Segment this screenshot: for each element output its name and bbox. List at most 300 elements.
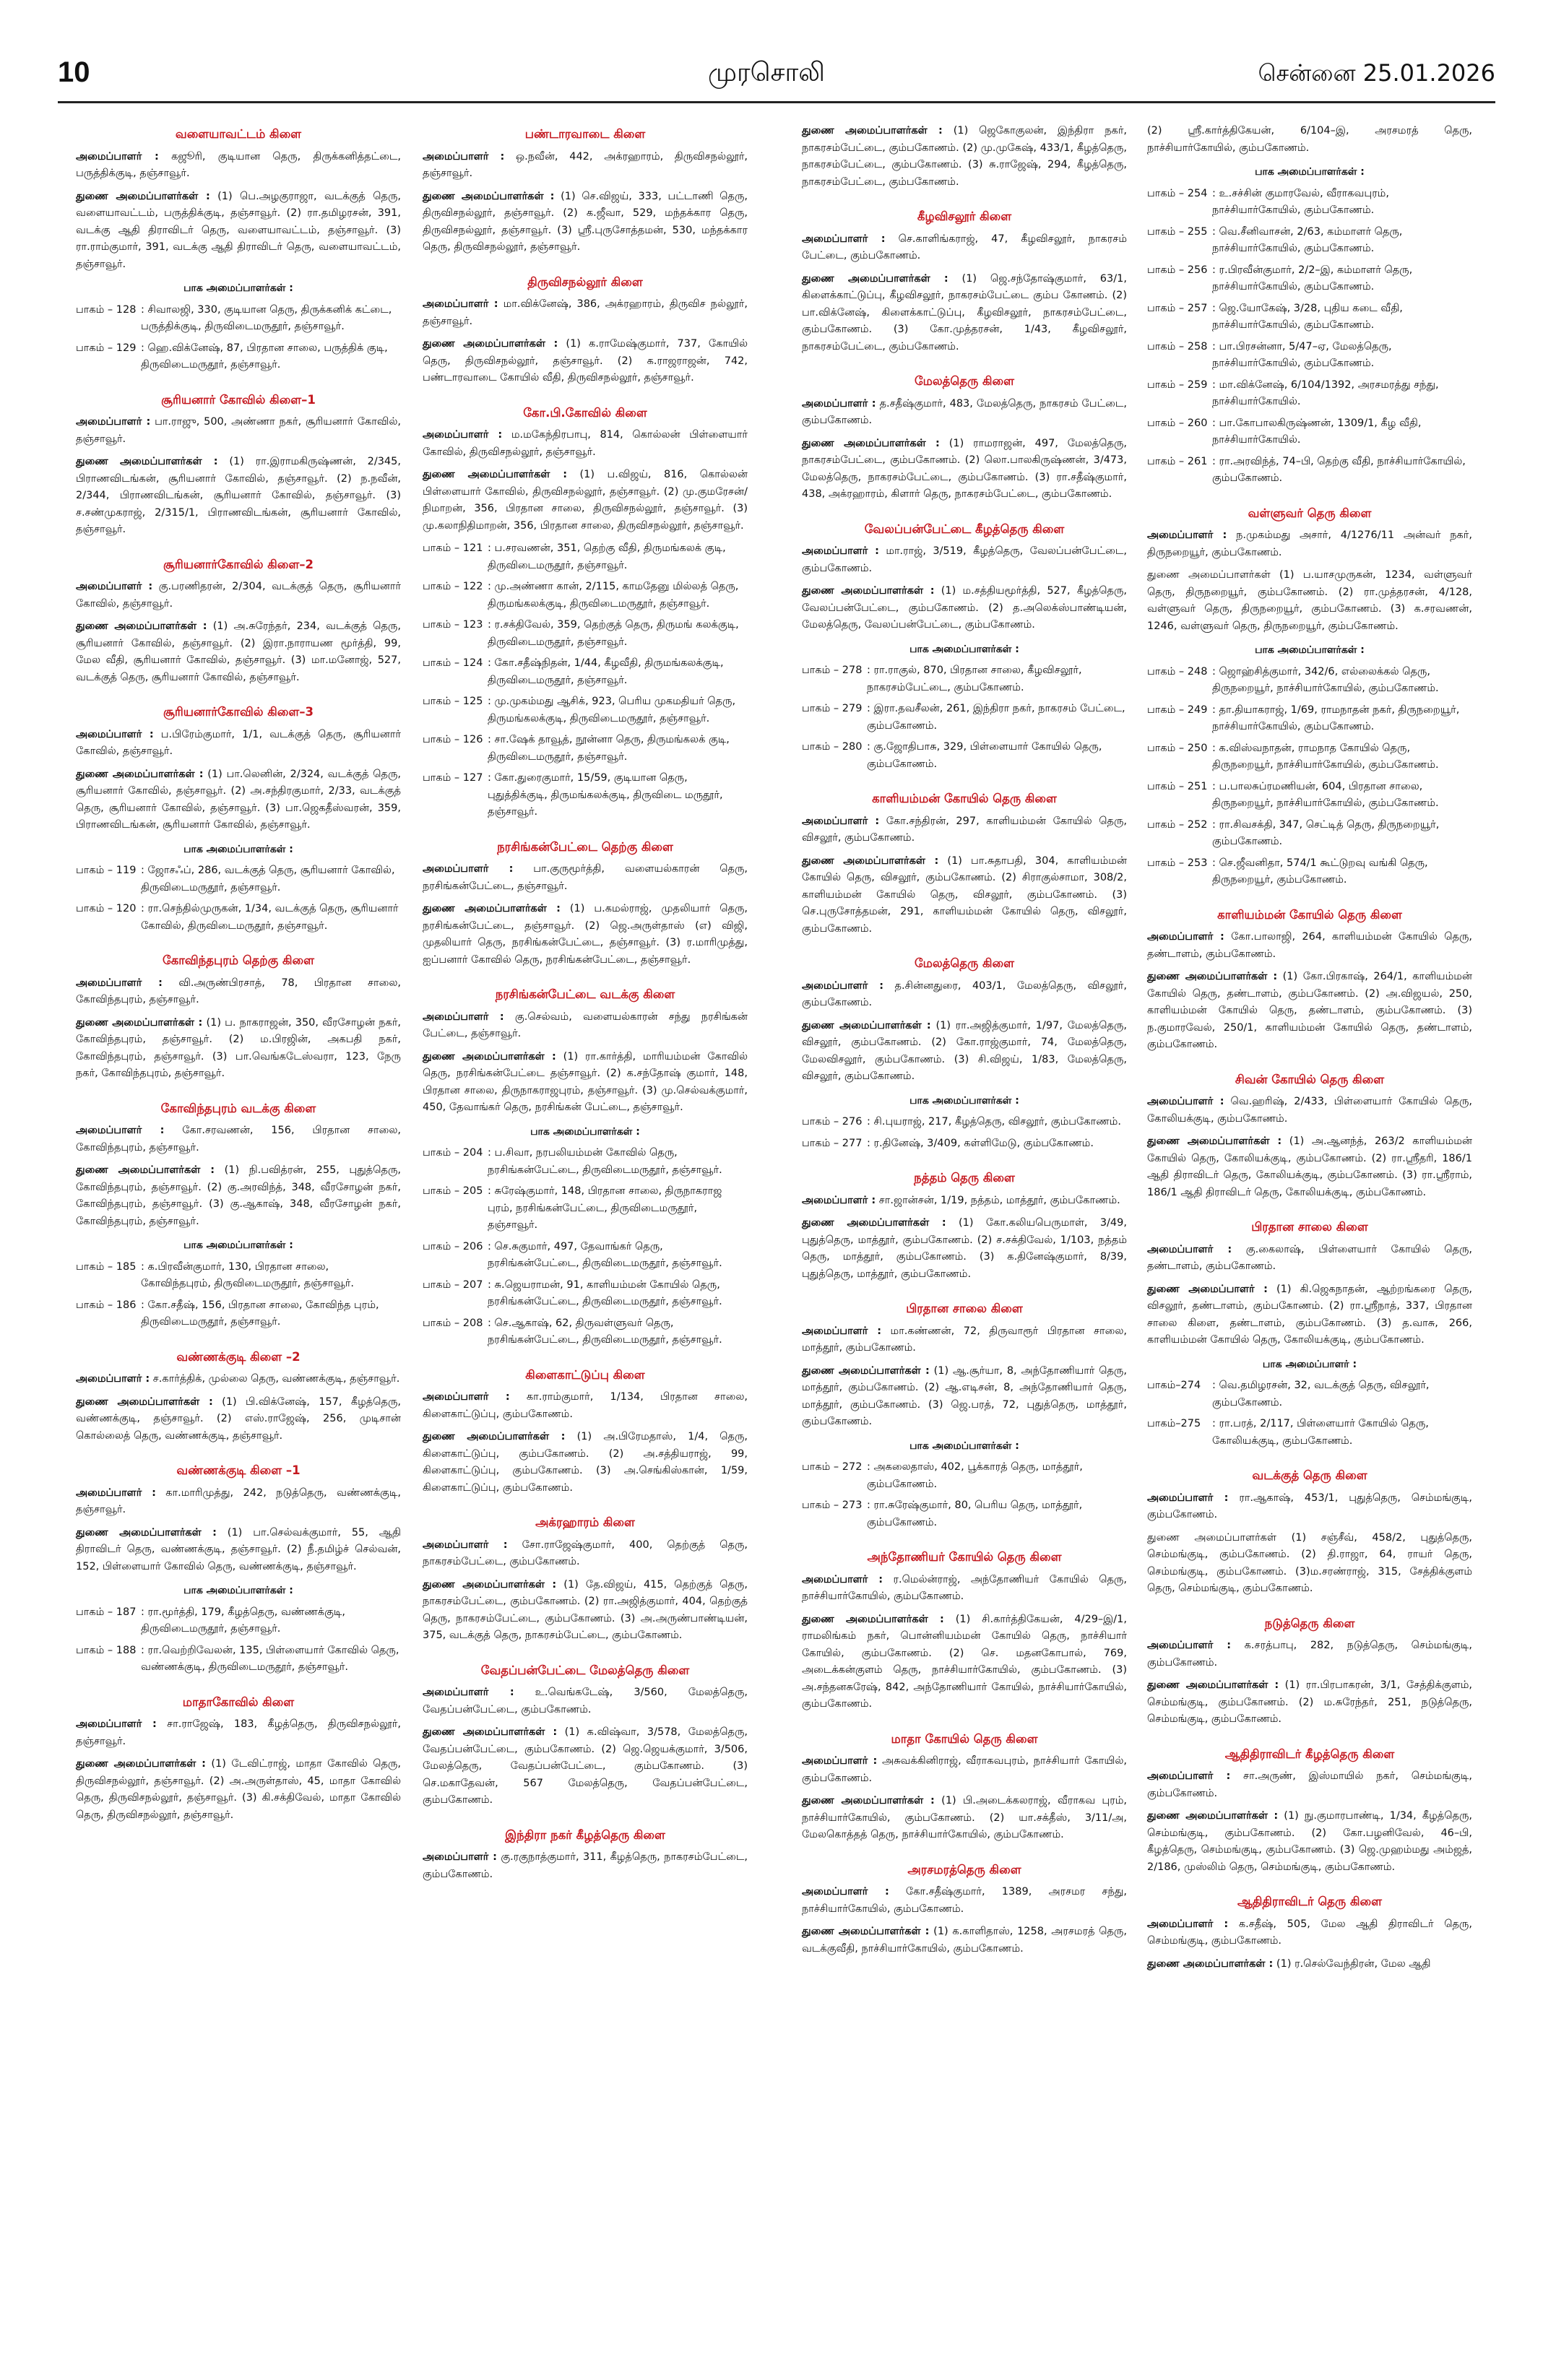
branch-section [423,404,748,821]
booth-row [76,862,401,896]
names-addresses: க.சதீஷ், 505, மேல ஆதி திராவிடர் தெரு, செம்மங்குடி, கும்பகோணம். [1147,1918,1472,1947]
booth-subheading: பாக அமைப்பாளர்கள் : [909,1094,1019,1107]
names-addresses: துணை அமைப்பாளர்கள் (1) சஞ்சீவ், 458/2, புதுத்தெரு, செம்மங்குடி, கும்பகோணம். (2) தி.ராஜா, 64, ராயர் தெரு, செம்மங்குடி, கும்பகோணம். (3)ம.சரண்ராஜ், 315, சேத்திக்குளம் தெரு, செம்மங்குடி, கும்பகோணம். [1147,1531,1472,1594]
names-addresses: (1) ம.சத்தியமூர்த்தி, 527, கீழத்தெரு, வேலப்பன்பேட்டை, கும்பகோணம். (2) த.அலெக்ஸ்பாண்டியன், மேலத்தெரு, வேலப்பன்பேட்டை, கும்பகோணம். [802,585,1127,631]
column-4 [1147,123,1472,1990]
branch-title: மேலத்தெரு கிளை [914,374,1015,388]
booth-row [423,732,748,766]
branch-title: நடுத்தெரு கிளை [1264,1616,1355,1630]
names-addresses: (1) க.விஷ்வா, 3/578, மேலத்தெரு, வேதப்பன்பேட்டை, கும்பகோணம். (2) ஜெ.ஜெயக்குமார், 3/506, மேலத்தெரு, வேதப்பன்பேட்டை, கும்பகோணம். (3) செ.மகாதேவன், 567 மேலத்தெரு, வேதப்பன்பேட்டை, கும்பகோணம். [423,1726,748,1806]
booth-row [802,1497,1127,1531]
booth-organizer: : கு.ஜோதிபாசு, 329, பிள்ளையார் கோயில் தெரு, கும்பகோணம். [867,741,1102,770]
booth-row [1147,855,1472,889]
names-addresses: (1) தே.விஜய், 415, தெற்குத் தெரு, நாகரசம்பேட்டை, கும்பகோணம். (2) ரா.அஜித்குமார், 404, தெற்குத் தெரு, நாகரசம்பேட்டை, கும்பகோணம். (3) அ.அருண்பாண்டியன், 375, வடக்குத் தெரு, நாகரசம்பேட்டை, கும்பகோணம். [423,1578,748,1641]
office-bearer-entry [802,583,1127,634]
booth-row [802,662,1127,696]
office-bearer-entry [802,1572,1127,1606]
booth-number: பாகம்–275 [1147,1418,1201,1429]
names-addresses: கு.கைலாஷ், பிள்ளையார் கோயில் தெரு, தண்டாளம், கும்பகோணம். [1147,1243,1472,1272]
branch-title: பிரதான சாலை கிளை [1251,1220,1368,1234]
role-label: துணை அமைப்பாளர்கள் : [1147,1810,1279,1822]
office-bearer-entry [802,1018,1127,1086]
office-bearer-entry [76,414,401,448]
office-bearer-entry [76,149,401,183]
role-label: அமைப்பாளர் : [423,1687,514,1698]
office-bearer-entry [423,1049,748,1117]
names-addresses: பா.குருமூர்த்தி, வளையல்காரன் தெரு, நரசிங்கன்பேட்டை, தஞ்சாவூர். [423,863,748,892]
booth-number: பாகம் – 253 [1147,857,1208,869]
names-addresses: கோ.சதீஷ்குமார், 1389, அரசமர சந்து, நாச்சியார்கோயில், கும்பகோணம். [802,1886,1127,1915]
office-bearer-entry [1147,123,1472,157]
branch-section [802,1300,1127,1531]
branch-section [76,1100,401,1331]
office-bearer-entry [802,1363,1127,1431]
names-addresses: உ.வெங்கடேஷ், 3/560, மேலத்தெரு, வேதப்பன்பேட்டை, கும்பகோணம். [423,1687,748,1715]
office-bearer-entry [802,978,1127,1012]
column-3 [802,123,1127,1975]
branch-title: கிளைகாட்டுப்பு கிளை [525,1367,645,1382]
branch-title: ஆதிதிராவிடர் தெரு கிளை [1237,1895,1382,1908]
branch-title: கோ.பி.கோவில் கிளை [523,405,647,420]
office-bearer-entry [1147,1094,1472,1128]
branch-section [76,391,401,539]
names-addresses: சா.ஜான்சன், 1/19, நத்தம், மாத்தூர், கும்பகோணம். [876,1194,1120,1206]
booth-organizer: : ஜோசஃப், 286, வடக்குத் தெரு, சூரியனார் கோவில், திருவிடைமருதூர், தஞ்சாவூர். [141,865,395,893]
names-addresses: (1) செ.விஜய், 333, பட்டாணி தெரு, திருவிசநல்லூர், தஞ்சாவூர். (2) க.ஜீவா, 529, மந்தக்கார தெரு, திருவிசநல்லூர், தஞ்சாவூர். (3) ஸ்ரீ.புருசோத்தமன், 530, மந்தக்கார தெரு, திருவிசநல்லூர், தஞ்சாவூர். [423,190,748,253]
role-label: துணை அமைப்பாளர்கள் : [76,1758,206,1770]
booth-number: பாகம் – 186 [76,1299,137,1311]
booth-row [423,579,748,613]
branch-section [76,704,401,935]
names-addresses: (1) நு.குமாரபாண்டி, 1/34, கீழத்தெரு, செம்மங்குடி, கும்பகோணம். (2) கோ.பழனிவேல், 46–பி, கீழத்தெரு, செம்மங்குடி, கும்பகோணம். (3) ஜெ.முஹம்மது அம்ஜத், 2/186, முஸ்லிம் தெரு, செம்மங்குடி, கும்பகோணம். [1147,1810,1472,1873]
names-addresses: (1) சி.கார்த்திகேயன், 4/29–இ/1, ராமலிங்கம் நகர், பொன்னியம்மன் கோயில் தெரு, நாச்சியார் கோயில், கும்பகோணம். (2) செ. மதனகோபால், 769, அடைக்கன்குளம் தெரு, நாச்சியார்கோயில், கும்பகோணம். (3) அ.சந்தனசுரேஷ், 842, அந்தோணியார் கோயில், நாச்சியார்கோயில், கும்பகோணம். [802,1613,1128,1710]
role-label: அமைப்பாளர் : [1147,931,1224,943]
column-1 [76,123,401,1841]
booth-number: பாகம் – 273 [802,1500,863,1511]
office-bearer-entry [1147,1956,1472,1973]
names-addresses: (2) ஸ்ரீ.கார்த்திகேயன், 6/104–இ, அரசமரத் தெரு, நாச்சியார்கோயில், கும்பகோணம். [1147,125,1472,154]
office-bearer-entry [1147,1808,1472,1876]
branch-title: மாதா கோயில் தெரு கிளை [891,1731,1038,1746]
office-bearer-entry [76,1716,401,1750]
role-label: அமைப்பாளர் : [423,298,498,310]
booth-number: பாகம் – 256 [1147,264,1208,276]
role-label: அமைப்பாளர் : [76,728,154,740]
branch-title: திருவிசநல்லூர் கிளை [527,274,643,289]
names-addresses: கு.ரகுநாத்குமார், 311, கீழத்தெரு, நாகரசம்பேட்டை, கும்பகோணம். [423,1851,748,1880]
role-label: துணை அமைப்பாளர்கள் : [802,125,943,137]
role-label: துணை அமைப்பாளர்கள் : [1147,1135,1282,1147]
branch-title: ஆதிதிராவிடர் கீழத்தெரு கிளை [1224,1747,1395,1761]
names-addresses: (1) ப.விஜய், 816, கொல்லன் பிள்ளையார் கோவில், திருவிசநல்லூர், தஞ்சாவூர். (2) மு.குமரேசன்/நிமாறன், 356, பிரதான சாலை, திருவிசநல்லூர், தஞ்சாவூர். (3) மு.கலாநிதிமாறன், 356, பிரதான சாலை, திருவிசநல்லூர், தஞ்சாவூர். [423,469,748,532]
names-addresses: ர.மெல்ன்ராஜ், அந்தோணியர் கோயில் தெரு, நாச்சியார்கோயில், கும்பகோணம். [802,1573,1127,1602]
branch-section [802,1731,1127,1844]
office-bearer-entry [802,1924,1127,1957]
names-addresses: ரா.ஆகாஷ், 453/1, புதுத்தெரு, செம்மங்குடி, கும்பகோணம். [1147,1492,1472,1520]
role-label: துணை அமைப்பாளர்கள் : [76,1526,217,1539]
branch-title: நத்தம் தெரு கிளை [914,1171,1015,1185]
role-label: அமைப்பாளர் : [423,1539,508,1551]
branch-title: அரசமரத்தெரு கிளை [907,1862,1021,1877]
names-addresses: மா.கண்ணன், 72, திருவாரூர் பிரதான சாலை, மாத்தூர், கும்பகோணம். [802,1325,1128,1354]
branch-title: இந்திரா நகர் கீழத்தெரு கிளை [505,1827,665,1842]
office-bearer-entry [802,231,1127,265]
names-addresses: வெ.ஹரிஷ், 2/433, பிள்ளையார் கோயில் தெரு, கோலியக்குடி, கும்பகோணம். [1147,1096,1473,1125]
names-addresses: கோ.சந்திரன், 297, காளியம்மன் கோயில் தெரு, விசலூர், கும்பகோணம். [802,815,1127,844]
names-addresses: (1) ஜெகோகுலன், இந்திரா நகர், நாகரசம்பேட்டை, கும்பகோணம். (2) மு.முகேஷ், 433/1, கீழத்தெரு, நாகரசம்பேட்டை, கும்பகோணம். (3) சு.ராஜேஷ், 294, கீழத்தெரு, நாகரசம்பேட்டை, கும்பகோணம். [802,125,1127,188]
office-bearer-entry [802,853,1127,938]
role-label: அமைப்பாளர் : [1147,1918,1229,1930]
role-label: அமைப்பாளர் : [802,815,880,827]
office-bearer-entry [423,1849,748,1883]
branch-title: சிவன் கோயில் தெரு கிளை [1235,1072,1385,1086]
booth-row [1147,1416,1472,1450]
header-rule [58,101,1495,103]
branch-section [76,952,401,1083]
booth-organizer: : சு.ஜெயராமன், 91, காளியம்மன் கோயில் தெரு, நரசிங்கன்பேட்டை, திருவிடைமருதூர், தஞ்சாவூர். [488,1278,722,1307]
booth-organizer: : அகலைதாஸ், 402, பூக்காரத் தெரு, மாத்தூர், கும்பகோணம். [867,1461,1083,1490]
booth-row [423,770,748,821]
booth-subheading: பாக அமைப்பாளர்கள் : [1255,644,1365,656]
names-addresses: (1) ஆ.சூர்யா, 8, அந்தோணியார் தெரு, மாத்தூர், கும்பகோணம். (2) ஆ.எடிசன், 8, அந்தோணியார் தெரு, மாத்தூர், கும்பகோணம். (3) ஜெ.பரத், 72, புதுத்தெரு, மாத்தூர், கும்பகோணம். [802,1364,1127,1427]
booth-organizer: : செ.ஆகாஷ், 62, திருவள்ளுவர் தெரு, நரசிங்கன்பேட்டை, திருவிடைமருதூர், தஞ்சாவூர். [488,1317,722,1346]
names-addresses: சா.ராஜேஷ், 183, கீழத்தெரு, திருவிசநல்லூர், தஞ்சாவூர். [76,1718,401,1747]
role-label: அமைப்பாளர் : [423,150,505,163]
role-label: அமைப்பாளர் : [1147,1770,1231,1782]
role-label: அமைப்பாளர் : [802,397,876,410]
names-addresses: (1) அ.பிரேமதாஸ், 1/4, தெரு, கிளைகாட்டுப்பு, கும்பகோணம். (2) அ.சத்தியராஜ், 99, கிளைகாட்டுப்பு, கும்பகோணம். (3) அ.செங்கிஸ்கான், 1/59, கிளைகாட்டுப்பு, கும்பகோணம். [423,1431,748,1494]
names-addresses: (1) ர.செல்வேந்திரன், மேல ஆதி [1273,1957,1431,1970]
role-label: அமைப்பாளர் : [76,1373,150,1385]
booth-row [1147,415,1472,449]
branch-section [76,1462,401,1676]
booth-number: பாகம் – 272 [802,1461,863,1473]
names-addresses: த.சின்னதுரை, 403/1, மேலத்தெரு, விசலூர், கும்பகோணம். [802,979,1127,1008]
booth-number: பாகம் – 125 [423,696,483,707]
names-addresses: கு.பரணிதரன், 2/304, வடக்குத் தெரு, சூரியனார் கோவில், தஞ்சாவூர். [76,581,401,610]
branch-title: மாதாகோவில் கிளை [182,1695,295,1709]
names-addresses: கு.செல்வம், வளையல்காரன் சந்து நரசிங்கன் பேட்டை, தஞ்சாவூர். [423,1011,748,1039]
booth-number: பாகம் – 185 [76,1260,137,1273]
branch-title: கீழவிசலூர் கிளை [917,209,1012,223]
booth-organizer: : உ.சச்சின் குமாரவேல், வீராகவபுரம், நாச்சியார்கோயில், கும்பகோணம். [1212,187,1389,216]
branch-title: வேலப்பன்பேட்டை கீழத்தெரு கிளை [864,522,1065,536]
office-bearer-entry [423,427,748,461]
branch-section [1147,1071,1472,1202]
names-addresses: கோ.பாலாஜி, 264, காளியம்மன் கோயில் தெரு, தண்டாளம், கும்பகோணம். [1147,931,1472,960]
names-addresses: செ.காளிங்கராஜ், 47, கீழவிசலூர், நாகரசம் பேட்டை, கும்பகோணம். [802,233,1127,261]
booth-organizer: : ஜொஹ்சித்குமார், 342/6, எல்லைக்கல் தெரு, திருநறையூர், நாச்சியார்கோயில், கும்பகோணம். [1212,665,1439,694]
role-label: துணை அமைப்பாளர்கள் : [76,620,207,632]
office-bearer-entry [423,901,748,969]
office-bearer-entry [802,1323,1127,1357]
booth-number: பாகம் – 187 [76,1606,137,1618]
booth-row [1147,186,1472,220]
office-bearer-entry [423,861,748,895]
names-addresses: (1) ரா.இராமகிருஷ்ணன், 2/345, பிராணவிடங்கன், சூரியனார் கோவில், தஞ்சாவூர். (2) ந.நவீன், 2/344, பிராணவிடங்கன், சூரியனார் கோவில், தஞ்சாவூர். (3) ச.சண்முகராஜ், 2/315/1, பிராணவிடங்கன், சூரியனார் கோவில், தஞ்சாவூர். [76,456,401,535]
booth-row [1147,300,1472,334]
booth-number: பாகம் – 259 [1147,378,1208,391]
names-addresses: கா.ராம்குமார், 1/134, பிரதான சாலை, கிளைகாட்டுப்பு, கும்பகோணம். [423,1391,748,1420]
names-addresses: (1) பி.அடைக்கலராஜ், வீராகவ புரம், நாச்சியார்கோயில், கும்பகோணம். (2) யா.சக்தீஸ், 3/11/அ, மேலகொத்தத் தெரு, நாச்சியார்கோயில், கும்பகோணம். [802,1795,1127,1840]
names-addresses: (1) அ.ஆனந்த், 263/2 காளியம்மன் கோயில் தெரு, கோலியக்குடி, கும்பகோணம். (2) ரா.ஸ்ரீதரி, 186/1 ஆதி திராவிடர் தெரு, கோலியக்குடி, கும்பகோணம். (3) ரா.ஸ்ரீராம், 186/1 ஆதி திராவிடர் தெரு, கோலியக்குடி, கும்பகோணம். [1147,1135,1472,1198]
names-addresses: (1) க.ராமேஷ்குமார், 737, கோயில் தெரு, திருவிசநல்லூர், தஞ்சாவூர். (2) க.ராஜராஜன், 742, பண்டாரவாடை கோயில் வீதி, திருவிசநல்லூர், தஞ்சாவூர். [423,338,748,384]
office-bearer-entry [802,1611,1127,1713]
booth-row [423,1183,748,1234]
booth-organizer: : பா.கோபாலகிருஷ்ணன், 1309/1, கீழ வீதி, நாச்சியார்கோயில். [1212,417,1422,446]
booth-number: பாகம் – 254 [1147,187,1208,199]
office-bearer-entry [802,1215,1127,1283]
role-label: துணை அமைப்பாளர்கள் : [76,1395,213,1408]
branch-section [423,1514,748,1645]
branch-title: வள்ளுவர் தெரு கிளை [1248,506,1372,520]
booth-organizer: : சி.புயராஜ், 217, கீழத்தெரு, விசலூர், கும்பகோணம். [867,1116,1121,1128]
branch-section [802,1549,1127,1713]
role-label: துணை அமைப்பாளர்கள் : [423,338,558,350]
names-addresses: (1) ராமராஜன், 497, மேலத்தெரு, நாகரசம்பேட்டை, கும்பகோணம். (2) லொ.பாலகிருஷ்ணன், 3/473, மேலத்தெரு, நாகரசம்பேட்டை, கும்பகோணம். (3) ரா.சதீஷ்குமார், 438, அக்ரஹாரம், கிளார் தெரு, நாகரசம்பேட்டை, கும்பகோணம். [802,437,1128,500]
booth-organizer: : மு.முகம்மது ஆசிக், 923, பெரிய முகமதியர் தெரு, திருமங்கலக்குடி, திருவிடைமருதூர், தஞ்சாவூர். [488,696,736,724]
branch-section [423,126,748,256]
branch-section [423,986,748,1349]
booth-row [1147,339,1472,373]
branch-section [423,1662,748,1809]
branch-section [423,1367,748,1497]
office-bearer-entry [802,436,1127,503]
role-label: அமைப்பாளர் : [76,150,159,163]
names-addresses: கா.மாரிமுத்து, 242, நடுத்தெரு, வண்ணக்குடி, தஞ்சாவூர். [76,1487,401,1515]
office-bearer-entry [423,1684,748,1718]
booth-row [802,1135,1127,1153]
office-bearer-entry [76,189,401,274]
booth-number: பாகம் – 204 [423,1147,483,1159]
role-label: துணை அமைப்பாளர்கள் : [423,1578,557,1591]
names-addresses: (1) கோ.பிரகாஷ், 264/1, காளியம்மன் கோயில் தெரு, தண்டாளம், கும்பகோணம். (2) அ.விஜயல், 250, காளியம்மன் கோயில் தெரு, தண்டாளம், கும்பகோணம். (3) ந.குமாரவேல், 250/1, காளியம்மன் கோயில் தெரு, தண்டாளம், கும்பகோணம். [1147,971,1472,1050]
names-addresses: துணை அமைப்பாளர்கள் (1) ப.யாசமுருகன், 1234, வள்ளுவர் தெரு, திருநறையூர், கும்பகோணம். (2) ரா.முத்தரசன், 4/128, வள்ளுவர் தெரு, திருநறையூர், கும்பகோணம். (3) க.சரவணன், 1246, வள்ளுவர் தெரு, திருநறையூர், கும்பகோணம். [1147,569,1472,632]
role-label: துணை அமைப்பாளர்கள் : [423,903,561,914]
names-addresses: (1) ப.கமல்ராஜ், முதலியார் தெரு, நரசிங்கன்பேட்டை, தஞ்சாவூர். (2) ஜெ.அருள்தாஸ் (எ) விஜி, முதலியார் தெரு, நரசிங்கன்பேட்டை, தஞ்சாவூர். (3) ர.மாரிமுத்து, ஐப்பனார் கோவில் தெரு, நரசிங்கன்பேட்டை, தஞ்சாவூர். [423,903,748,966]
booth-number: பாகம் – 126 [423,734,483,745]
names-addresses: ஒ.நவீன், 442, அக்ரஹாரம், திருவிசநல்லூர், தஞ்சாவூர். [423,150,748,179]
branch-title: பண்டாரவாடை கிளை [524,127,646,141]
booth-number: பாகம் – 188 [76,1644,137,1656]
names-addresses: சோ.ராஜேஷ்குமார், 400, தெற்குத் தெரு, நாகரசம்பேட்டை, கும்பகோணம். [423,1539,748,1567]
names-addresses: ச.கார்த்திக், முல்லை தெரு, வண்ணக்குடி, தஞ்சாவூர். [150,1373,400,1385]
role-label: அமைப்பாளர் : [1147,1492,1229,1504]
office-bearer-entry [76,975,401,1009]
names-addresses: (1) அ.சுரேந்தர், 234, வடக்குத் தெரு, சூரியனார் கோவில், தஞ்சாவூர். (2) இரா.நாராயண மூர்த்தி, 99, மேல வீதி, சூரியனார் கோவில், தஞ்சாவூர். (3) மா.மனோஜ், 527, வடக்குத் தெரு, சூரியனார் கோவில், தஞ்சாவூர். [76,620,401,683]
role-label: அமைப்பாளர் : [802,1573,883,1585]
booth-row [1147,377,1472,411]
office-bearer-entry [76,766,401,834]
office-bearer-entry [423,467,748,535]
booth-number: பாகம் – 128 [76,303,137,316]
booth-row [423,540,748,574]
booth-row [76,1297,401,1331]
branch-section [802,955,1127,1152]
office-bearer-entry [802,1753,1127,1787]
booth-organizer: : சா.ஷேக் தாவூத், நூன்னா தெரு, திருமங்கலக் குடி, திருவிடைமருதூர், தஞ்சாவூர். [488,734,730,763]
names-addresses: (1) ப. நாகராஜன், 350, வீரசோழன் நகர், கோவிந்தபுரம், தஞ்சாவூர். (2) ம.பிரஜின், அகபதி நகர், கோவிந்தபுரம், தஞ்சாவூர். (3) பா.வெங்கடேஸ்வரா, 123, நேரு நகர், கோவிந்தபுரம், தஞ்சாவூர். [76,1016,401,1079]
office-bearer-entry [802,271,1127,356]
booth-row [1147,262,1472,296]
office-bearer-entry [76,454,401,539]
names-addresses: ந.முகம்மது அசார், 4/1276/11 அன்வர் நகர், திருநறையூர், கும்பகோணம். [1147,529,1472,558]
booth-organizer: : சிவாலஜி, 330, குடியான தெரு, திருக்கனிக் கட்டை, பருத்திக்குடி, திருவிடைமருதூர், தஞ்சாவூர். [141,303,392,332]
branch-title: கோவிந்தபுரம் வடக்கு கிளை [160,1101,316,1115]
booth-row [1147,664,1472,698]
names-addresses: சா.அருண், இஸ்மாயில் நகர், செம்மங்குடி, கும்பகோணம். [1147,1770,1472,1799]
branch-section [423,274,748,387]
office-bearer-entry [423,296,748,330]
branch-section [1147,1893,1472,1973]
role-label: அமைப்பாளர் : [802,1194,876,1206]
booth-organizer: : வெ.தமிழரசன், 32, வடக்குத் தெரு, விசலூர், கும்பகோணம். [1212,1380,1430,1408]
office-bearer-entry [1147,1677,1472,1728]
role-label: துணை அமைப்பாளர்கள் : [423,190,555,202]
role-label: அமைப்பாளர் : [802,1755,878,1767]
booth-number: பாகம் – 276 [802,1116,863,1128]
office-bearer-entry [802,1884,1127,1918]
role-label: துணை அமைப்பாளர்கள் : [76,768,204,780]
names-addresses: த.சதீஷ்குமார், 483, மேலத்தெரு, நாகரசம் பேட்டை, கும்பகோணம். [802,397,1127,426]
names-addresses: மா.ராஜ், 3/519, கீழத்தெரு, வேலப்பன்பேட்டை, கும்பகோணம். [802,545,1127,574]
branch-title: பிரதான சாலை கிளை [906,1302,1023,1315]
office-bearer-entry [423,1429,748,1497]
office-bearer-entry [1147,1281,1472,1349]
role-label: துணை அமைப்பாளர்கள் : [1147,971,1278,982]
booth-number: பாகம் – 123 [423,619,483,631]
office-bearer-entry [1147,1242,1472,1276]
names-addresses: (1) ஜெ.சந்தோஷ்குமார், 63/1, கிளைக்காட்டுப்பு, கீழவிசலூர், நாகரசம்பேட்டை கும்ப கோணம். (2) பா.விக்னேஷ், கிளைக்காட்டுப்பு, கீழவிசலூர், நாகரசம்பேட்டை, கும்பகோணம். (3) கோ.முத்தரசன், 1/43, கீழவிசலூர், நாகரசம்பேட்டை, கும்பகோணம். [802,272,1127,352]
office-bearer-entry [76,618,401,686]
office-bearer-entry [76,1485,401,1519]
role-label: துணை அமைப்பாளர்கள் : [1147,1679,1279,1691]
role-label: அமைப்பாளர் : [76,581,153,592]
booth-subheading: பாக அமைப்பாளர்கள் : [1255,166,1365,178]
branch-section [76,556,401,687]
names-addresses: (1) பா.சுதாபதி, 304, காளியம்மன் கோயில் தெரு, விசலூர், கும்பகோணம். (2) சிராகுல்சாமா, 308/2, காளியம்மன் கோயில் தெரு, விசலூர், கும்பகோணம். (3) செ.புருசோத்தமன், 291, காளியம்மன் கோயில் தெரு, விசலூர், கும்பகோணம். [802,854,1127,935]
office-bearer-entry [1147,567,1472,635]
booth-number: பாகம் – 278 [802,665,863,676]
office-bearer-entry [76,1394,401,1445]
office-bearer-entry [423,1009,748,1043]
office-bearer-entry [802,1793,1127,1844]
names-addresses: க.சரத்பாபு, 282, நடுத்தெரு, செம்மங்குடி, கும்பகோணம். [1147,1640,1472,1669]
booth-organizer: : ரா.வெற்றிவேலன், 135, பிள்ளையார் கோவில் தெரு, வண்ணக்குடி, திருவிடைமருதூர், தஞ்சாவூர். [141,1644,399,1673]
names-addresses: (1) பெ.அழகுராஜா, வடக்குத் தெரு, வளையாவட்டம், பருத்திக்குடி, தஞ்சாவூர். (2) ரா.தமிழரசன், 391, வடக்கு ஆதி திராவிடர் தெரு, வளையாவட்டம், தஞ்சாவூர். (3) ரா.ராம்குமார், 391, வடக்கு ஆதி திராவிடர் தெரு, வளையாவட்டம், தஞ்சாவூர். [76,190,401,270]
office-bearer-entry [1147,527,1472,561]
office-bearer-entry [1147,1530,1472,1598]
names-addresses: (1) க.காளிதாஸ், 1258, அரசமரத் தெரு, வடக்குவீதி, நாச்சியார்கோயில், கும்பகோணம். [802,1926,1127,1955]
names-addresses: (1) கோ.கலியபெருமாள், 3/49, புதுத்தெரு, மாத்தூர், கும்பகோணம். (2) ச.சக்திவேல், 1/103, நத்தம் தெரு, மாத்தூர், கும்பகோணம். (3) க.தினேஷ்குமார், 8/39, புதுத்தெரு, மாத்தூர், கும்பகோணம். [802,1217,1127,1280]
role-label: துணை அமைப்பாளர் : [1147,1283,1268,1295]
names-addresses: (1) டேவிட்ராஜ், மாதா கோவில் தெரு, திருவிசநல்லூர், தஞ்சாவூர். (2) அ.அருள்தாஸ், 45, மாதா கோவில் தெரு, திருவிசநல்லூர், தஞ்சாவூர். (3) கி.சக்திவேல், மாதா கோவில் தெரு, திருவிசநல்லூர், தஞ்சாவூர். [76,1758,401,1821]
role-label: அமைப்பாளர் : [1147,1243,1232,1255]
branch-section [802,521,1127,774]
page-number: 10 [58,56,90,88]
office-bearer-entry [1147,1637,1472,1671]
office-bearer-entry [423,1724,748,1809]
booth-row [423,617,748,651]
role-label: துணை அமைப்பாளர்கள் : [76,456,218,467]
booth-subheading: பாக அமைப்பாளர்கள் : [530,1125,640,1138]
booth-row [423,1277,748,1311]
office-bearer-entry [76,1122,401,1156]
booth-subheading: பாக அமைப்பாளர்கள் : [183,1585,293,1596]
branch-section [1147,123,1472,488]
booth-number: பாகம் – 250 [1147,742,1208,754]
office-bearer-entry [1147,929,1472,963]
booth-number: பாகம் – 251 [1147,780,1208,792]
booth-organizer: : பா.பிரசன்னா, 5/47–ஏ, மேலத்தெரு, நாச்சியார்கோயில், கும்பகோணம். [1212,340,1392,369]
booth-row [423,655,748,689]
names-addresses: ம.மகேந்திரபாபு, 814, கொல்லன் பிள்ளையார் கோவில், திருவிசநல்லூர், தஞ்சாவூர். [423,429,748,458]
booth-row [1147,740,1472,774]
branch-title: வளையாவட்டம் கிளை [175,127,302,141]
booth-organizer: : சுரேஷ்குமார், 148, பிரதான சாலை, திருநாகராஜ புரம், நரசிங்கன்பேட்டை, திருவிடைமருதூர், தஞ்சாவூர். [488,1185,722,1231]
role-label: துணை அமைப்பாளர்கள் : [802,1364,930,1377]
booth-subheading: பாக அமைப்பாளர் : [1262,1358,1357,1370]
branch-title: கோவிந்தபுரம் தெற்கு கிளை [163,953,314,967]
booth-number: பாகம்–274 [1147,1380,1201,1391]
booth-organizer: : கோ.சதீஷ்நிதன், 1/44, கீழவீதி, திருமங்கலக்குடி, திருவிடைமருதூர், தஞ்சாவூர். [488,657,724,686]
role-label: துணை அமைப்பாளர்கள் : [76,1164,215,1176]
branch-title: நரசிங்கன்பேட்டை தெற்கு கிளை [497,839,673,854]
booth-number: பாகம் – 279 [802,703,863,714]
booth-organizer: : ர.பிரவீன்குமார், 2/2–இ, கம்மாளர் தெரு, நாச்சியார்கோயில், கும்பகோணம். [1212,264,1413,293]
role-label: அமைப்பாளர் : [76,416,151,428]
role-label: அமைப்பாளர் : [423,863,514,875]
booth-organizer: : ரா.செந்தில்முருகன், 1/34, வடக்குத் தெரு, சூரியனார் கோவில், திருவிடைமருதூர், தஞ்சாவூர். [141,903,399,932]
role-label: அமைப்பாளர் : [76,977,163,989]
branch-title: சூரியனார்கோவில் கிளை–2 [163,557,314,571]
office-bearer-entry [802,543,1127,577]
office-bearer-entry [423,1537,748,1571]
role-label: அமைப்பாளர் : [802,1886,889,1897]
booth-subheading: பாக அமைப்பாளர்கள் : [909,1440,1019,1452]
booth-row [802,739,1127,773]
branch-section [1147,1615,1472,1728]
page-header [58,56,1495,107]
role-label: துணை அமைப்பாளர்கள் : [802,1019,931,1031]
booth-number: பாகம் – 257 [1147,302,1208,314]
branch-section [423,839,748,969]
role-label: அமைப்பாளர் : [76,1718,157,1730]
booth-number: பாகம் – 249 [1147,704,1208,716]
dateline: சென்னை 25.01.2026 [1258,59,1495,87]
role-label: துணை அமைப்பாளர்கள் : [423,1726,558,1738]
booth-row [1147,1377,1472,1411]
booth-row [802,701,1127,735]
office-bearer-entry [423,149,748,183]
role-label: துணை அமைப்பாளர்கள் : [76,1016,203,1029]
names-addresses: கோ.சரவணன், 156, பிரதான சாலை, கோவிந்தபுரம், தஞ்சாவூர். [76,1125,402,1154]
booth-organizer: : ப.சிவா, நரபலியம்மன் கோவில் தெரு, நரசிங்கன்பேட்டை, திருவிடைமருதூர், தஞ்சாவூர். [488,1147,722,1176]
office-bearer-entry [76,1525,401,1576]
booth-row [1147,817,1472,851]
booth-subheading: பாக அமைப்பாளர்கள் : [909,643,1019,655]
booth-row [1147,454,1472,488]
booth-organizer: : ரா.சுரேஷ்குமார், 80, பெரிய தெரு, மாத்தூர், கும்பகோணம். [867,1500,1083,1528]
booth-organizer: : செ.ஜீவனிதா, 574/1 கூட்டுறவு வங்கி தெரு, திருநறையூர், கும்பகோணம். [1212,857,1428,886]
office-bearer-entry [423,1577,748,1645]
booth-number: பாகம் – 277 [802,1137,863,1149]
booth-number: பாகம் – 207 [423,1278,483,1291]
office-bearer-entry [1147,1133,1472,1201]
branch-section [802,373,1127,503]
booth-number: பாகம் – 208 [423,1317,483,1329]
branch-section [76,1349,401,1445]
